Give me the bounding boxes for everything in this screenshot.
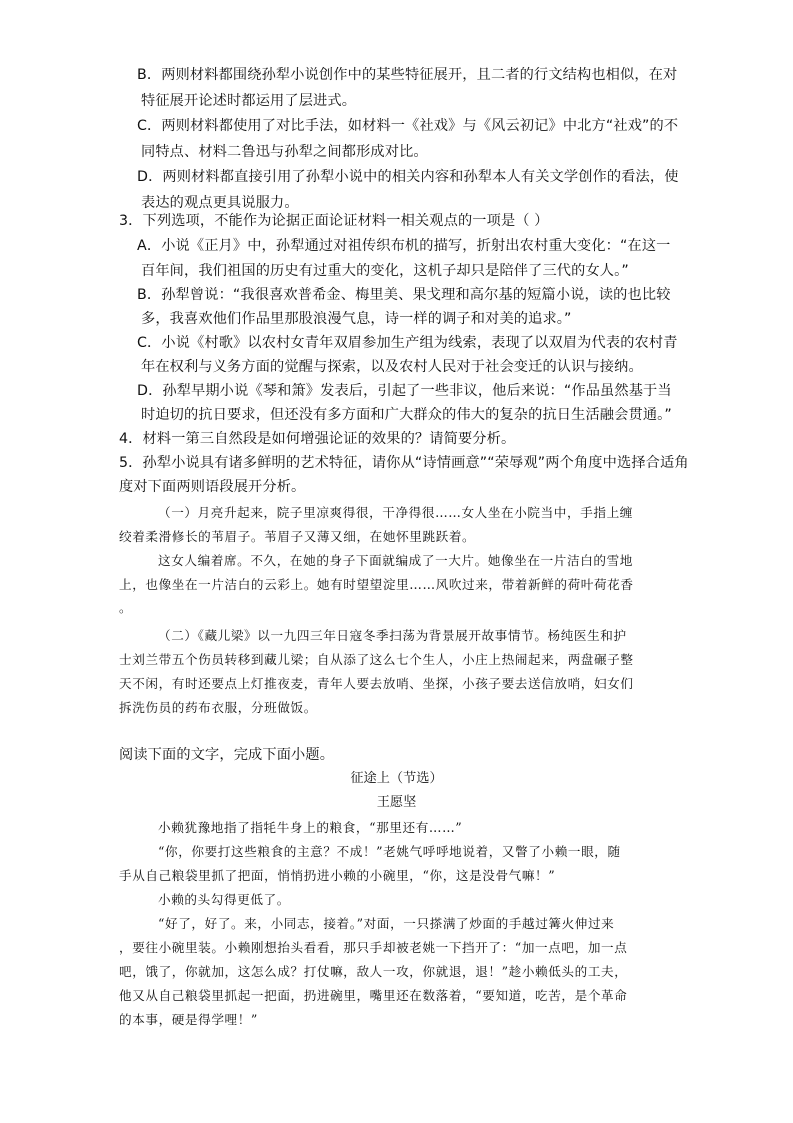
story-author: 王愿坚 xyxy=(376,795,417,810)
q3-option-d-line-1: D．孙犁早期小说《琴和箫》发表后，引起了一些非议，他后来说：“作品虽然基于当 xyxy=(137,383,672,399)
story-line-9: 的本事，硬是得学哩！” xyxy=(119,1012,258,1027)
q3-stem: 3．下列选项，不能作为论据正面论证材料一相关观点的一项是（ ） xyxy=(119,213,549,229)
q2-option-c-line-1: C．两则材料都使用了对比手法，如材料一《社戏》与《风云初记》中北方“社戏”的不 xyxy=(137,118,679,134)
passage-1-line-1: （一）月亮升起来，院子里凉爽得很，干净得很……女人坐在小院当中，手指上缠 xyxy=(158,505,633,520)
q4-stem: 4．材料一第三自然段是如何增强论证的效果的？请简要分析。 xyxy=(119,431,516,447)
q3-option-a-line-2: 百年间，我们祖国的历史有过重大的变化，这机子却只是陪伴了三代的女人。” xyxy=(141,263,629,279)
q3-option-a-line-1: A．小说《正月》中，孙犁通过对祖传织布机的描写，折射出农村重大变化：“在这一 xyxy=(137,238,671,254)
q2-option-d-line-1: D．两则材料都直接引用了孙犁小说中的相关内容和孙犁本人有关文学创作的看法，使 xyxy=(137,169,679,185)
passage-1-line-5: 。 xyxy=(119,600,133,615)
story-line-7: 吧，饿了，你就加，这怎么成？打仗嘛，敌人一攻，你就退，退！”趁小赖低头的工夫， xyxy=(119,964,628,979)
q3-option-c-line-2: 年在权利与义务方面的觉醒与探索，以及农村人民对于社会变迁的认识与接纳。 xyxy=(141,359,643,375)
story-line-3: 手从自己粮袋里抓了把面，悄悄扔进小赖的小碗里，“你，这是没骨气嘛！” xyxy=(119,868,556,883)
passage-2-line-1: （二）《藏儿梁》以一九四三年日寇冬季扫荡为背景展开故事情节。杨纯医生和护 xyxy=(158,628,627,643)
q2-option-d-line-2: 表达的观点更具说服力。 xyxy=(141,195,299,211)
passage-2-line-4: 拆洗伤员的药布衣服，分班做饭。 xyxy=(119,700,317,715)
passage-2-line-3: 天不闲，有时还要点上灯推夜麦，青年人要去放哨、坐探，小孩子要去送信放哨，妇女们 xyxy=(119,676,634,691)
passage-1-line-4: 上，也像坐在一片洁白的云彩上。她有时望望淀里……风吹过来，带着新鲜的荷叶荷花香 xyxy=(119,577,634,592)
passage-1-line-3: 这女人编着席。不久，在她的身子下面就编成了一大片。她像坐在一片洁白的雪地 xyxy=(158,553,633,568)
passage-1-line-2: 绞着柔滑修长的苇眉子。苇眉子又薄又细，在她怀里跳跃着。 xyxy=(119,529,476,544)
q5-stem-line-1: 5．孙犁小说具有诸多鲜明的艺术特征，请你从“诗情画意”“荣辱观”两个角度中选择合适角 xyxy=(119,455,689,471)
q3-option-c-line-1: C．小说《村歌》以农村女青年双眉参加生产组为线索，表现了以双眉为代表的农村青 xyxy=(137,335,678,351)
q2-option-b-line-2: 特征展开论述时都运用了层进式。 xyxy=(141,93,357,109)
reading-instruction: 阅读下面的文字，完成下面小题。 xyxy=(119,747,335,763)
story-line-2: “你，你要打这些粮食的主意？不成！”老姚气呼呼地说着，又瞥了小赖一眼，随 xyxy=(158,844,621,859)
story-line-8: 他又从自己粮袋里抓起一把面，扔进碗里，嘴里还在数落着，“要知道，吃苦，是个革命 xyxy=(119,988,628,1003)
story-line-5: “好了，好了。来，小同志，接着。”对面，一只搽满了炒面的手越过篝火伸过来 xyxy=(158,916,615,931)
passage-2-line-2: 士刘兰带五个伤员转移到藏儿梁；自从添了这么七个生人，小庄上热闹起来，两盘碾子整 xyxy=(119,652,634,667)
story-title: 征途上（节选） xyxy=(350,771,443,786)
q2-option-c-line-2: 同特点、材料二鲁迅与孙犁之间都形成对比。 xyxy=(141,144,428,160)
story-line-6: ，要往小碗里装。小赖刚想抬头看看，那只手却被老姚一下挡开了：“加一点吧，加一点 xyxy=(119,940,628,955)
story-line-1: 小赖犹豫地指了指牦牛身上的粮食，“那里还有……” xyxy=(158,820,463,835)
q3-option-b-line-2: 多，我喜欢他们作品里那股浪漫气息，诗一样的调子和对美的追求。” xyxy=(141,311,572,327)
q3-option-d-line-2: 时迫切的抗日要求，但还没有多方面和广大群众的伟大的复杂的抗日生活融会贯通。” xyxy=(141,407,672,423)
q2-option-b-line-1: B．两则材料都围绕孙犁小说创作中的某些特征展开，且二者的行文结构也相似，在对 xyxy=(137,67,678,83)
q5-stem-line-2: 度对下面两则语段展开分析。 xyxy=(119,479,306,495)
story-line-4: 小赖的头勾得更低了。 xyxy=(158,892,290,907)
q3-option-b-line-1: B．孙犁曾说：“我很喜欢普希金、梅里美、果戈理和高尔基的短篇小说，读的也比较 xyxy=(137,287,671,303)
